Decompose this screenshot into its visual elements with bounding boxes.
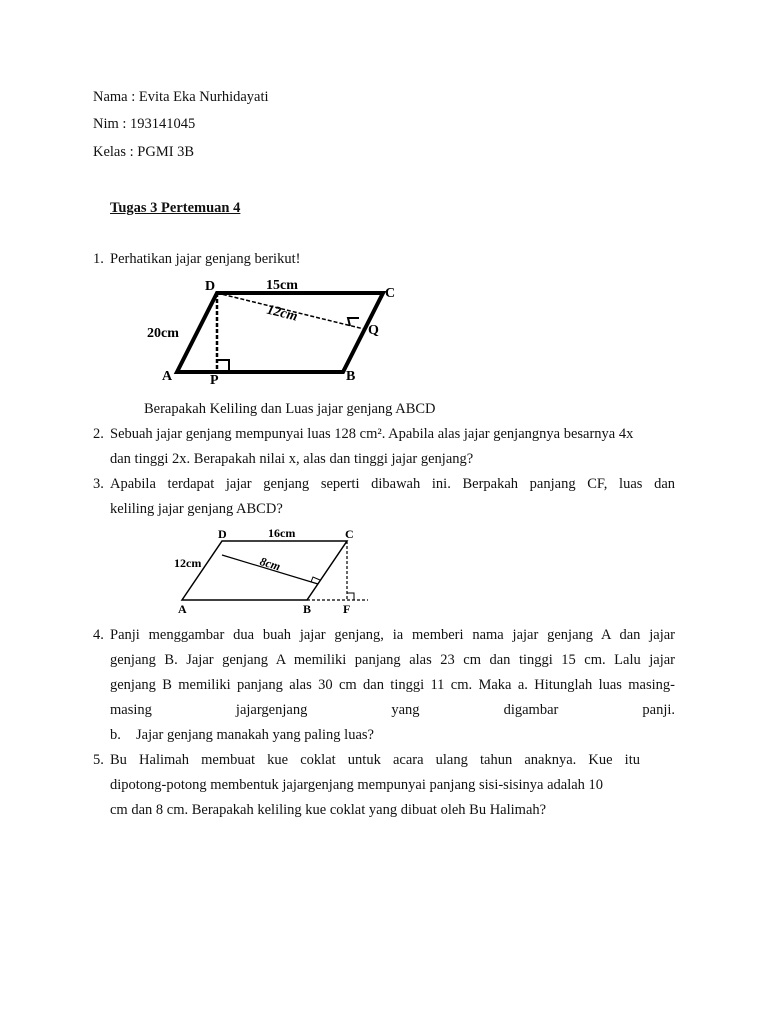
q5-line2: dipotong-potong membentuk jajargenjang mempunyai panjang sisi-sisinya adalah 10 xyxy=(110,777,604,793)
q3-right-angle-mark xyxy=(311,577,320,582)
q3-line1: Apabila terdapat jajar genjang seperti dibawah ini. Berpakah panjang CF, luas dan xyxy=(110,476,675,492)
q1-label-q: Q xyxy=(368,323,379,338)
student-nim: Nim : 193141045 xyxy=(93,116,196,132)
q3-label-a: A xyxy=(178,602,187,616)
q3-parallelogram xyxy=(182,541,347,600)
q1-question: Berapakah Keliling dan Luas jajar genjang ABCD xyxy=(144,401,436,417)
q1-label-b: B xyxy=(346,369,356,384)
q1-number: 1. xyxy=(93,251,104,267)
q3-line2: keliling jajar genjang ABCD? xyxy=(110,501,283,517)
q2-line2: dan tinggi 2x. Berapakah nilai x, alas dan tinggi jajar genjang? xyxy=(110,451,474,467)
q4-number: 4. xyxy=(93,627,104,643)
q4-line1: Panji menggambar dua buah jajar genjang, ia memberi nama jajar genjang A dan jajar xyxy=(110,627,675,643)
q3-label-f: F xyxy=(343,602,351,616)
q2-line1: Sebuah jajar genjang mempunyai luas 128 cm². Apabila alas jajar genjangnya besarnya 4x xyxy=(110,426,634,442)
q3-right-angle-f xyxy=(347,593,354,600)
student-name: Nama : Evita Eka Nurhidayati xyxy=(93,89,269,105)
q1-label-d: D xyxy=(205,279,216,294)
q4-line2: genjang B. Jajar genjang A memiliki panjang alas 23 cm dan tinggi 15 cm. Lalu jajar xyxy=(110,652,675,668)
q3-label-d: D xyxy=(218,527,227,541)
q3-label-c: C xyxy=(345,527,354,541)
q5-line1: Bu Halimah membuat kue coklat untuk acara ulang tahun anaknya. Kue itu xyxy=(110,752,640,768)
q3-number: 3. xyxy=(93,476,104,492)
q4-line5-label: b. xyxy=(110,727,121,743)
q4-line4: masing jajargenjang yang digambar panji. xyxy=(110,702,675,718)
q1-side-length: 20cm xyxy=(147,326,179,341)
q3-top-length: 16cm xyxy=(268,526,296,540)
q2-number: 2. xyxy=(93,426,104,442)
q1-label-p: P xyxy=(210,373,219,388)
q4-line5: Jajar genjang manakah yang paling luas? xyxy=(136,727,374,743)
q1-height-length: 12cm xyxy=(265,302,299,325)
q1-top-length: 15cm xyxy=(266,278,298,293)
q1-text: Perhatikan jajar genjang berikut! xyxy=(110,251,301,267)
q4-line3: genjang B memiliki panjang alas 30 cm dan tinggi 11 cm. Maka a. Hitunglah luas masing- xyxy=(110,677,675,693)
q1-label-a: A xyxy=(162,369,173,384)
q5-line3: cm dan 8 cm. Berapakah keliling kue coklat yang dibuat oleh Bu Halimah? xyxy=(110,802,547,818)
q5-number: 5. xyxy=(93,752,104,768)
q1-label-c: C xyxy=(385,286,396,301)
q3-side-length: 12cm xyxy=(174,556,202,570)
q3-label-b: B xyxy=(303,602,312,616)
q3-height-length: 8cm xyxy=(258,554,283,574)
assignment-title: Tugas 3 Pertemuan 4 xyxy=(110,200,241,216)
student-class: Kelas : PGMI 3B xyxy=(93,144,195,160)
